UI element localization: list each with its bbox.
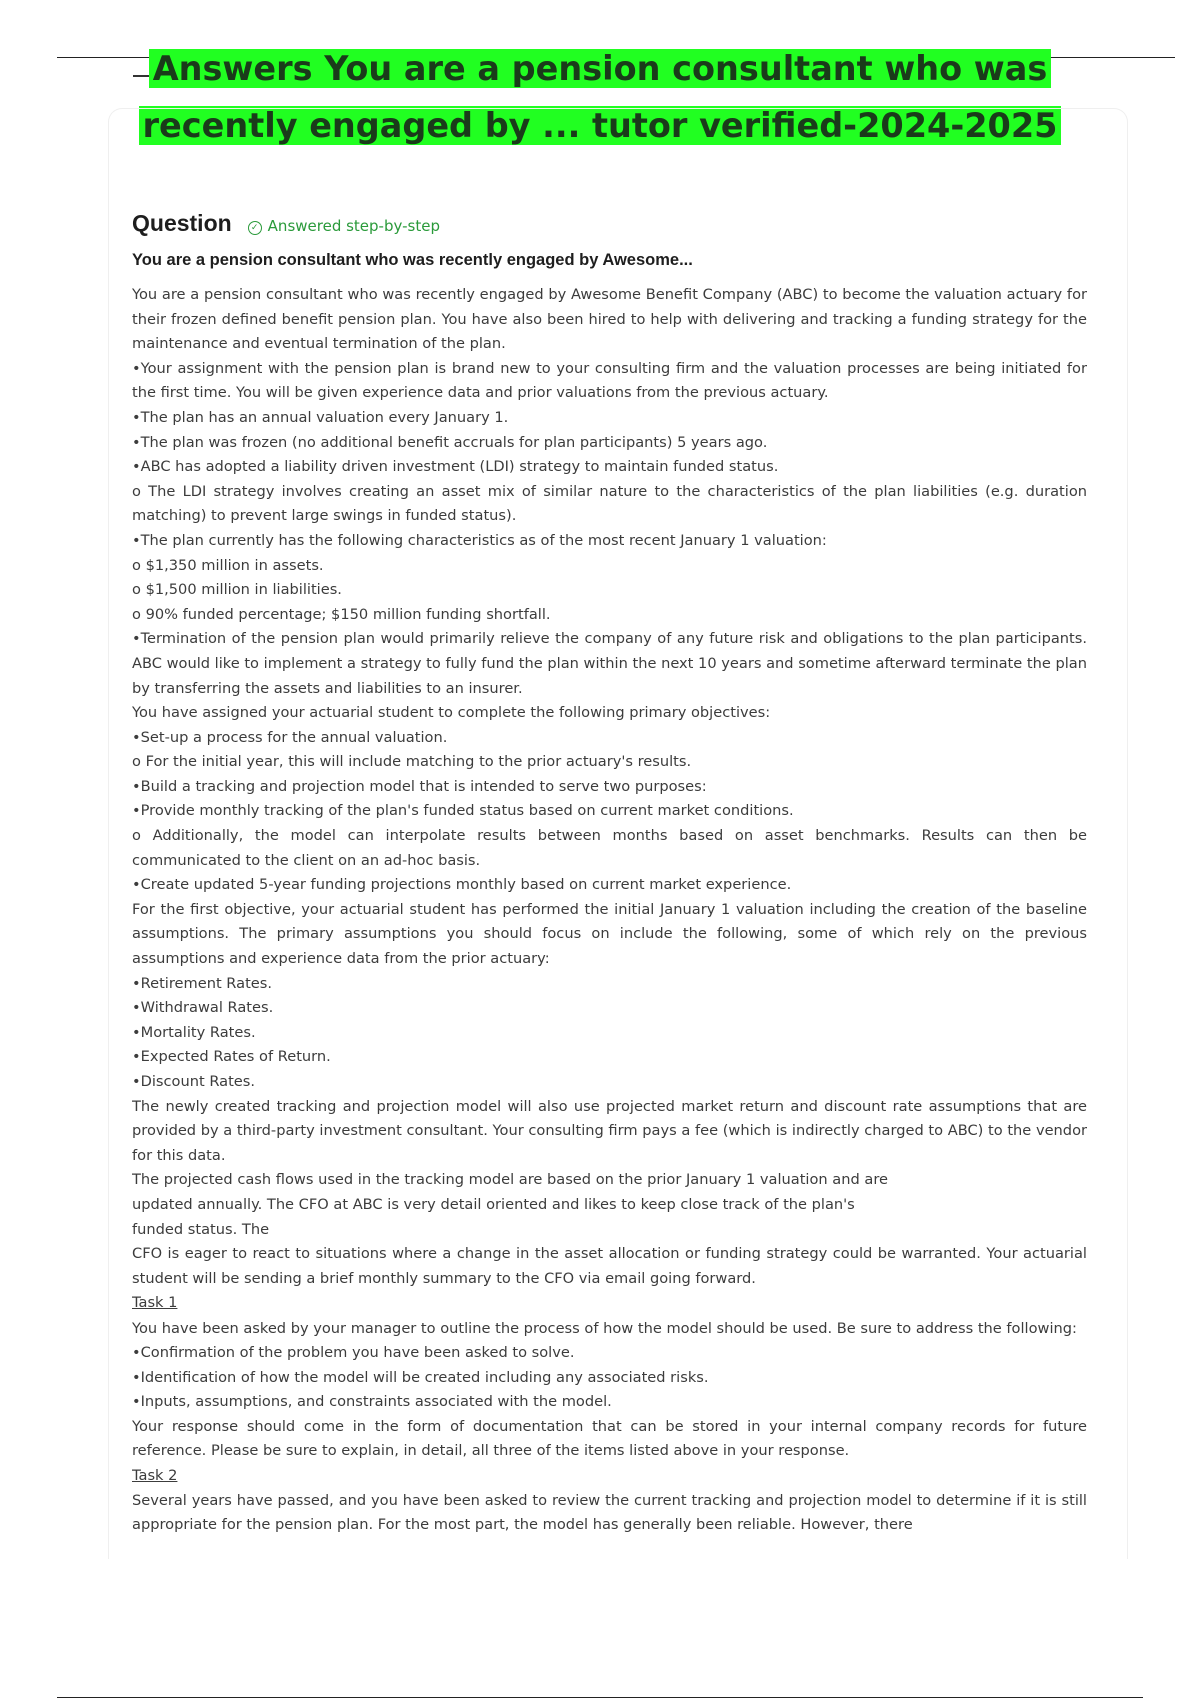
paragraph: You have assigned your actuarial student to complete the following primary objectives: [132, 704, 771, 722]
paragraph: You are a pension consultant who was recently engaged by Awesome Benefit Company (ABC) to become the valuation actuary for their frozen defined benefit pension plan. You have also been hired to help with delivering and tracking a funding strategy for the maintenance and eventual termination of the plan. [132, 286, 1087, 353]
bottom-rule [57, 1697, 1143, 1698]
bullet-item: •Retirement Rates. [132, 974, 273, 992]
paragraph-line: The projected cash flows used in the tracking model are based on the prior January 1 valuation and are [132, 1171, 888, 1189]
bullet-item: •Mortality Rates. [132, 1023, 256, 1041]
paragraph: Your response should come in the form of documentation that can be stored in your internal company records for future reference. Please be sure to explain, in detail, all three of the items listed above in your response. [132, 1417, 1087, 1460]
bullet-item: •Set-up a process for the annual valuation. [132, 728, 448, 746]
bullet-item: •Provide monthly tracking of the plan's funded status based on current market conditions. [132, 802, 794, 820]
sub-bullet-item: o For the initial year, this will include matching to the prior actuary's results. [132, 753, 692, 771]
sub-bullet-item: o The LDI strategy involves creating an asset mix of similar nature to the characteristics of the plan liabilities (e.g. duration matching) to prevent large swings in funded status). [132, 482, 1087, 525]
bullet-item: •Expected Rates of Return. [132, 1048, 331, 1066]
paragraph: Several years have passed, and you have been asked to review the current tracking and projection model to determine if it is still appropriate for the pension plan. For the most part, the model has generally been reliable. However, there [132, 1491, 1087, 1534]
check-circle-icon: ✓ [248, 221, 262, 235]
question-body [132, 283, 1087, 1558]
bullet-item: •Withdrawal Rates. [132, 999, 274, 1017]
paragraph-line: updated annually. The CFO at ABC is very detail oriented and likes to keep close track of the plan's [132, 1195, 855, 1213]
question-subtitle: You are a pension consultant who was recently engaged by Awesome... [132, 251, 693, 269]
question-heading: Question [132, 210, 232, 236]
paragraph: For the first objective, your actuarial student has performed the initial January 1 valuation including the creation of the baseline assumptions. The primary assumptions you should focus on include the following, some of which rely on the previous assumptions and experience data from the prior actuary: [132, 900, 1087, 968]
sub-bullet-item: o 90% funded percentage; $150 million funding shortfall. [132, 605, 551, 623]
paragraph: CFO is eager to react to situations where a change in the asset allocation or funding strategy could be warranted. Your actuarial student will be sending a brief monthly summary to the CFO via email going forward. [132, 1245, 1087, 1287]
sub-bullet-item: o Additionally, the model can interpolate results between months based on asset benchmarks. Results can then be communicated to the client on an ad-hoc basis. [132, 827, 1087, 869]
sub-bullet-item: o $1,350 million in assets. [132, 556, 324, 574]
question-header [132, 210, 440, 237]
bullet-item: •Create updated 5-year funding projections monthly based on current market experience. [132, 876, 792, 894]
bullet-item: •Your assignment with the pension plan is brand new to your consulting firm and the valuation processes are being initiated for the first time. You will be given experience data and prior valuations from the previous actuary. [132, 359, 1087, 402]
bullet-item: •The plan currently has the following characteristics as of the most recent January 1 valuation: [132, 531, 827, 549]
answered-badge [248, 217, 440, 235]
task-2-heading: Task 2 [132, 1466, 178, 1484]
title-line-2: recently engaged by ... tutor verified-2024-2025 [139, 106, 1062, 145]
bullet-item: •The plan has an annual valuation every January 1. [132, 408, 509, 426]
answered-badge-label: Answered step-by-step [267, 217, 440, 235]
task-1-heading: Task 1 [132, 1294, 178, 1312]
paragraph: You have been asked by your manager to outline the process of how the model should be used. Be sure to address the following: [132, 1319, 1077, 1337]
paragraph: The newly created tracking and projection model will also use projected market return and discount rate assumptions that are provided by a third-party investment consultant. Your consulting firm pays a fee (which is indirectly charged to ABC) to the vendor for this data. [132, 1097, 1087, 1164]
bullet-item: •Inputs, assumptions, and constraints associated with the model. [132, 1393, 612, 1411]
bullet-item: •Confirmation of the problem you have been asked to solve. [132, 1343, 575, 1361]
bullet-item: •Termination of the pension plan would primarily relieve the company of any future risk and obligations to the plan participants. ABC would like to implement a strategy to fully fund the plan within the next 10 years and sometime afterward terminate the plan by transferring the assets and liabilities to an insurer. [132, 630, 1087, 697]
bullet-item: •Discount Rates. [132, 1073, 256, 1090]
bullet-item: •Build a tracking and projection model that is intended to serve two purposes: [132, 777, 707, 795]
title-line-1: Answers You are a pension consultant who was [149, 49, 1052, 88]
bullet-item: •ABC has adopted a liability driven investment (LDI) strategy to maintain funded status. [132, 458, 779, 476]
paragraph-line: funded status. The [132, 1220, 270, 1238]
sub-bullet-item: o $1,500 million in liabilities. [132, 581, 342, 599]
bullet-item: •The plan was frozen (no additional benefit accruals for plan participants) 5 years ago. [132, 433, 768, 451]
bullet-item: •Identification of how the model will be created including any associated risks. [132, 1368, 709, 1386]
